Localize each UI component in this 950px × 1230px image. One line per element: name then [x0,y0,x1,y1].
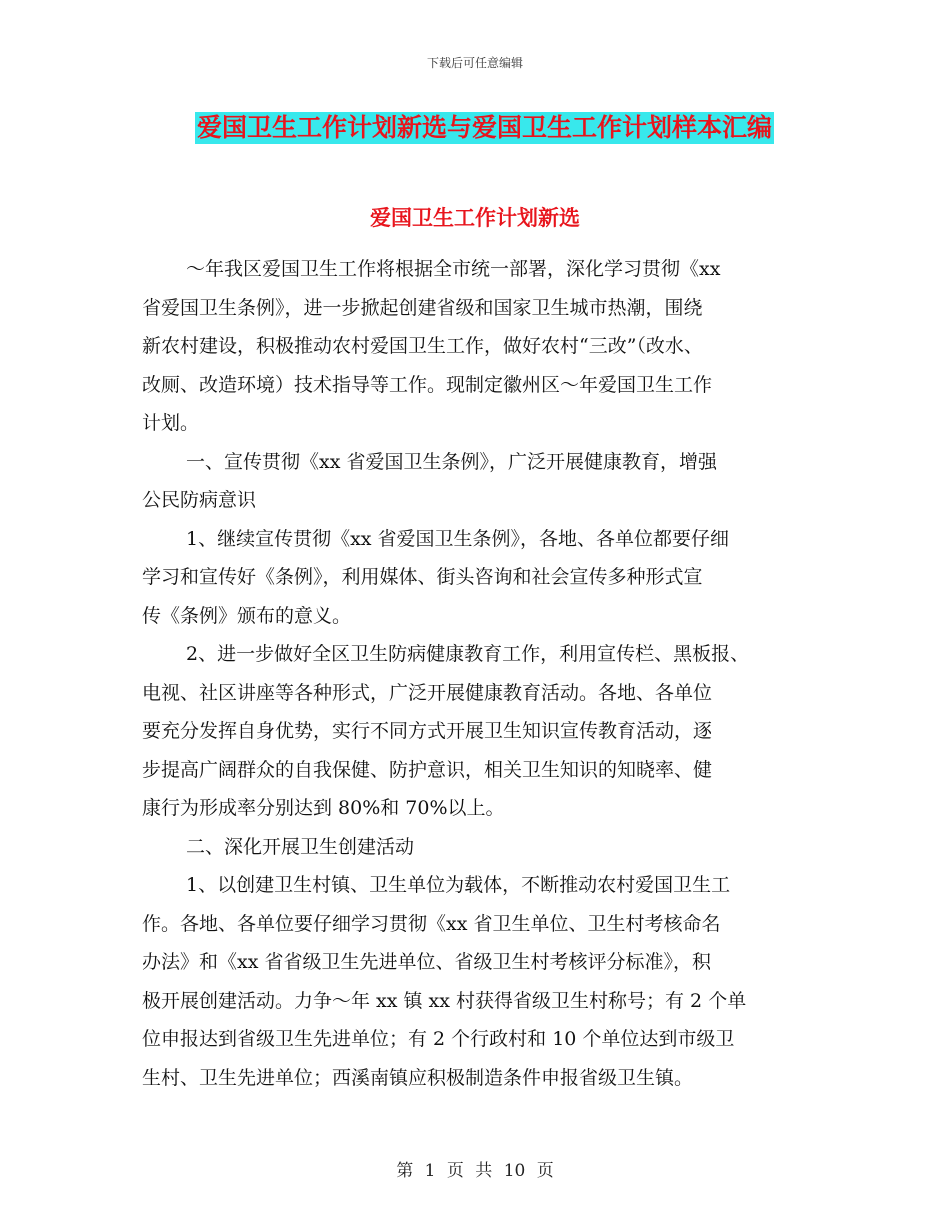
paragraph-heading-2 [142,828,812,867]
text-line: 二、深化开展卫生创建活动 [186,835,415,858]
text-line: 生村、卫生先进单位；西溪南镇应积极制造条件申报省级卫生镇。 [142,1066,694,1089]
section-title: 爱国卫生工作计划新选 [370,205,580,230]
text-line: 作。各地、各单位要仔细学习贯彻《xx 省卫生单位、卫生村考核命名 [142,912,721,935]
text-line: 要充分发挥自身优势，实行不同方式开展卫生知识宣传教育活动，逐 [142,720,713,742]
paragraph-intro [142,250,812,443]
text-line: 计划。 [142,412,200,434]
text-line: 新农村建设，积极推动农村爱国卫生工作，做好农村“三改”（改水、 [142,335,703,357]
document-title: 爱国卫生工作计划新选与爱国卫生工作计划样本汇编 [197,113,773,142]
text-line: 1、继续宣传贯彻《xx 省爱国卫生条例》，各地、各单位都要仔细 [186,527,730,550]
text-line: 办法》和《xx 省省级卫生先进单位、省级卫生村考核评分标准》，积 [142,951,711,973]
paragraph-item-1-2 [142,635,812,828]
text-line: 2、进一步做好全区卫生防病健康教育工作，利用宣传栏、黑板报、 [186,643,750,665]
text-line: 省爱国卫生条例》，进一步掀起创建省级和国家卫生城市热潮，围绕 [142,296,703,319]
text-line: 1、以创建卫生村镇、卫生单位为载体，不断推动农村爱国卫生工 [186,874,731,896]
page-header-note: 下载后可任意编辑 [426,56,523,70]
text-line: 改厕、改造环境）技术指导等工作。现制定徽州区～年爱国卫生工作 [142,373,713,396]
text-line: 康行为形成率分别达到 80%和 70%以上。 [142,797,505,819]
paragraph-heading-1 [142,443,812,520]
text-line: 传《条例》颁布的意义。 [142,604,352,627]
text-line: 一、宣传贯彻《xx 省爱国卫生条例》，广泛开展健康教育，增强 [186,450,717,473]
text-line: 学习和宣传好《条例》，利用媒体、街头咨询和社会宣传多种形式宣 [142,566,703,588]
text-line: 步提高广阔群众的自我保健、防护意识，相关卫生知识的知晓率、健 [142,758,713,781]
document-body [142,250,812,1097]
page-number-footer: 第 1 页 共 10 页 [396,1161,554,1181]
paragraph-item-1-1 [142,520,812,636]
text-line: 公民防病意识 [142,489,257,511]
text-line: 电视、社区讲座等各种形式，广泛开展健康教育活动。各地、各单位 [142,681,713,704]
text-line: 位申报达到省级卫生先进单位；有 2 个行政村和 10 个单位达到市级卫 [142,1028,735,1050]
text-line: 极开展创建活动。力争～年 xx 镇 xx 村获得省级卫生村称号；有 2 个单 [142,989,747,1012]
paragraph-item-2-1 [142,866,812,1097]
text-line: ～年我区爱国卫生工作将根据全市统一部署，深化学习贯彻《xx [186,258,721,280]
